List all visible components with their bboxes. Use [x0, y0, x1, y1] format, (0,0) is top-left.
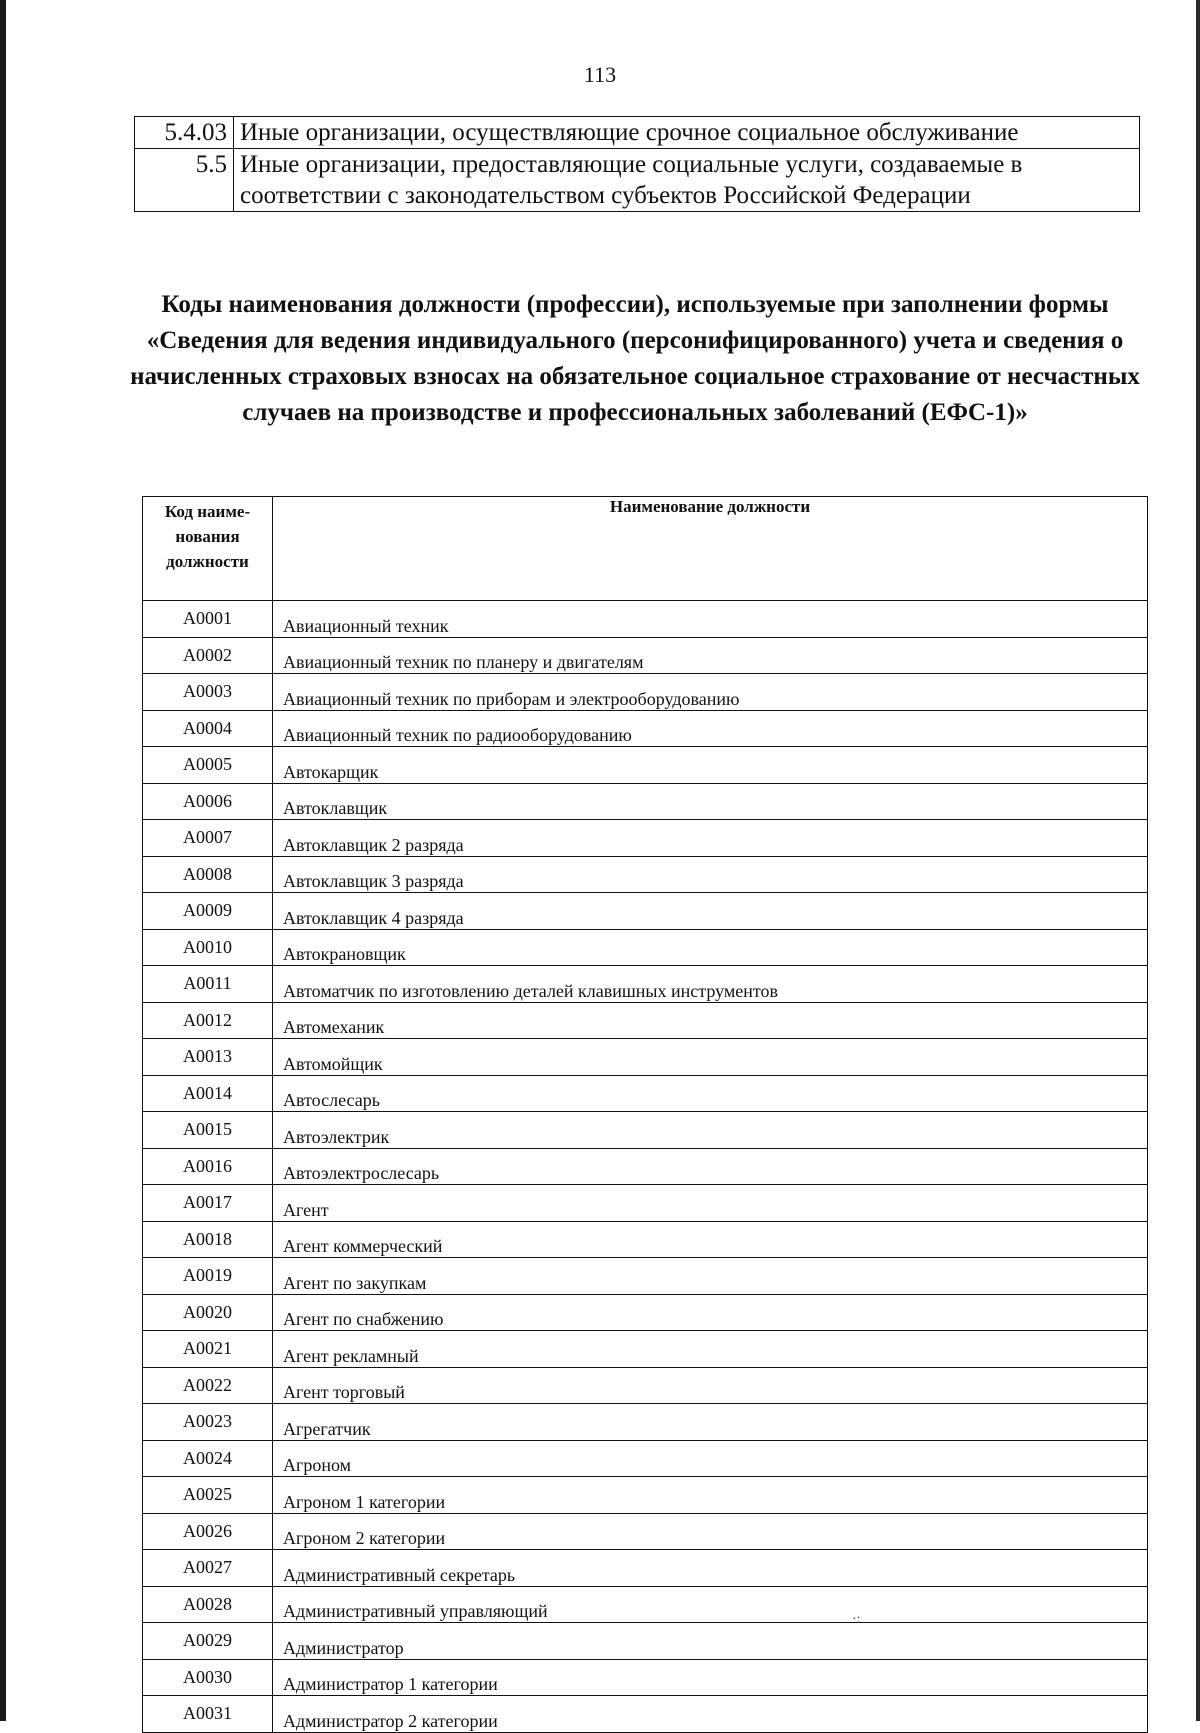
position-name: Администратор 1 категории — [273, 1659, 1148, 1696]
position-code: А0012 — [143, 1002, 273, 1039]
header-code: Код наиме-нования должности — [143, 497, 273, 601]
position-name: Агент по снабжению — [273, 1294, 1148, 1331]
table-row — [143, 929, 1148, 966]
table-row — [143, 1623, 1148, 1660]
position-name: Автокарщик — [273, 747, 1148, 784]
table-row — [143, 1185, 1148, 1222]
position-name: Агент по закупкам — [273, 1258, 1148, 1295]
org-types-table — [134, 116, 1140, 212]
position-name: Автоклавщик 2 разряда — [273, 820, 1148, 857]
position-code: А0017 — [143, 1185, 273, 1222]
position-name: Авиационный техник по приборам и электрооборудованию — [273, 674, 1148, 711]
section-heading: Коды наименования должности (профессии), используемые при заполнении формы «Сведения для ведения индивидуального (персонифицированного) учета и сведения о начисленных страховых взносах на обязательное социальное страхование от несчастных случаев на производстве и профессиональных заболеваний (ЕФС-1)» — [130, 291, 1140, 426]
position-name: Автоматчик по изготовлению деталей клавишных инструментов — [273, 966, 1148, 1003]
position-code: А0024 — [143, 1440, 273, 1477]
position-code: А0002 — [143, 637, 273, 674]
position-code: А0016 — [143, 1148, 273, 1185]
position-name: Агрегатчик — [273, 1404, 1148, 1441]
position-code: А0022 — [143, 1367, 273, 1404]
position-code: А0019 — [143, 1258, 273, 1295]
table-row — [143, 1659, 1148, 1696]
position-code: А0008 — [143, 856, 273, 893]
table-row — [143, 1477, 1148, 1514]
position-code: А0011 — [143, 966, 273, 1003]
table-row — [143, 747, 1148, 784]
scan-border-left — [0, 0, 6, 1721]
org-code: 5.5 — [135, 149, 234, 212]
position-name: Автоклавщик 3 разряда — [273, 856, 1148, 893]
org-description: Иные организации, предоставляющие социальные услуги, создаваемые в соответствии с законодательством субъектов Российской Федерации — [234, 149, 1140, 212]
position-code: А0005 — [143, 747, 273, 784]
position-name: Автомойщик — [273, 1039, 1148, 1076]
position-name: Автоклавщик 4 разряда — [273, 893, 1148, 930]
position-name: Агент рекламный — [273, 1331, 1148, 1368]
position-code: А0023 — [143, 1404, 273, 1441]
position-name: Автоклавщик — [273, 783, 1148, 820]
header-name: Наименование должности — [273, 497, 1148, 601]
position-code: А0007 — [143, 820, 273, 857]
position-name: Администратор 2 категории — [273, 1696, 1148, 1733]
table-row — [143, 966, 1148, 1003]
table-row — [143, 637, 1148, 674]
position-code: А0031 — [143, 1696, 273, 1733]
position-name: Агент торговый — [273, 1367, 1148, 1404]
position-code: А0026 — [143, 1513, 273, 1550]
scan-border-right — [1196, 0, 1200, 1721]
position-code: А0021 — [143, 1331, 273, 1368]
position-code: А0015 — [143, 1112, 273, 1149]
position-code: А0001 — [143, 601, 273, 638]
position-name: Авиационный техник по радиооборудованию — [273, 710, 1148, 747]
table-row — [143, 783, 1148, 820]
position-code: А0028 — [143, 1586, 273, 1623]
position-codes-table — [142, 496, 1148, 1733]
position-name: Автомеханик — [273, 1002, 1148, 1039]
position-code: А0030 — [143, 1659, 273, 1696]
table-row — [143, 1258, 1148, 1295]
table-row — [143, 1148, 1148, 1185]
table-row — [143, 1294, 1148, 1331]
table-row — [143, 1002, 1148, 1039]
position-code: А0027 — [143, 1550, 273, 1587]
table-header-row — [143, 497, 1148, 601]
table-row — [143, 1221, 1148, 1258]
position-name: Агент — [273, 1185, 1148, 1222]
table-row — [143, 1367, 1148, 1404]
position-code: А0004 — [143, 710, 273, 747]
position-name: Административный управляющий — [273, 1586, 1148, 1623]
table-row — [143, 1039, 1148, 1076]
table-row — [143, 1513, 1148, 1550]
page-number: 113 — [583, 62, 617, 87]
table-row — [143, 1696, 1148, 1733]
table-row — [143, 820, 1148, 857]
table-row — [143, 1550, 1148, 1587]
table-row — [143, 1440, 1148, 1477]
table-row — [143, 1404, 1148, 1441]
position-name: Агент коммерческий — [273, 1221, 1148, 1258]
position-name: Агроном 2 категории — [273, 1513, 1148, 1550]
position-code: А0009 — [143, 893, 273, 930]
table-row — [143, 710, 1148, 747]
position-name: Автослесарь — [273, 1075, 1148, 1112]
position-code: А0018 — [143, 1221, 273, 1258]
position-name: Агроном 1 категории — [273, 1477, 1148, 1514]
position-name: Автоэлектрик — [273, 1112, 1148, 1149]
position-code: А0025 — [143, 1477, 273, 1514]
position-name: Авиационный техник по планеру и двигателям — [273, 637, 1148, 674]
table-row — [143, 601, 1148, 638]
org-code: 5.4.03 — [135, 117, 234, 149]
position-code: А0020 — [143, 1294, 273, 1331]
table-row — [143, 1331, 1148, 1368]
table-row — [143, 1586, 1148, 1623]
table-row — [143, 674, 1148, 711]
position-name: Авиационный техник — [273, 601, 1148, 638]
position-name: Автоэлектрослесарь — [273, 1148, 1148, 1185]
position-code: А0006 — [143, 783, 273, 820]
table-row — [135, 117, 1140, 149]
position-code: А0013 — [143, 1039, 273, 1076]
table-row — [143, 893, 1148, 930]
table-row — [143, 856, 1148, 893]
position-code: А0014 — [143, 1075, 273, 1112]
table-row — [135, 149, 1140, 212]
position-code: А0010 — [143, 929, 273, 966]
position-name: Агроном — [273, 1440, 1148, 1477]
position-code: А0029 — [143, 1623, 273, 1660]
org-description: Иные организации, осуществляющие срочное социальное обслуживание — [234, 117, 1140, 149]
table-row — [143, 1075, 1148, 1112]
position-name: Автокрановщик — [273, 929, 1148, 966]
table-row — [143, 1112, 1148, 1149]
position-code: А0003 — [143, 674, 273, 711]
position-name: Администратор — [273, 1623, 1148, 1660]
scan-artifact: ·: — [852, 1612, 861, 1627]
position-name: Административный секретарь — [273, 1550, 1148, 1587]
